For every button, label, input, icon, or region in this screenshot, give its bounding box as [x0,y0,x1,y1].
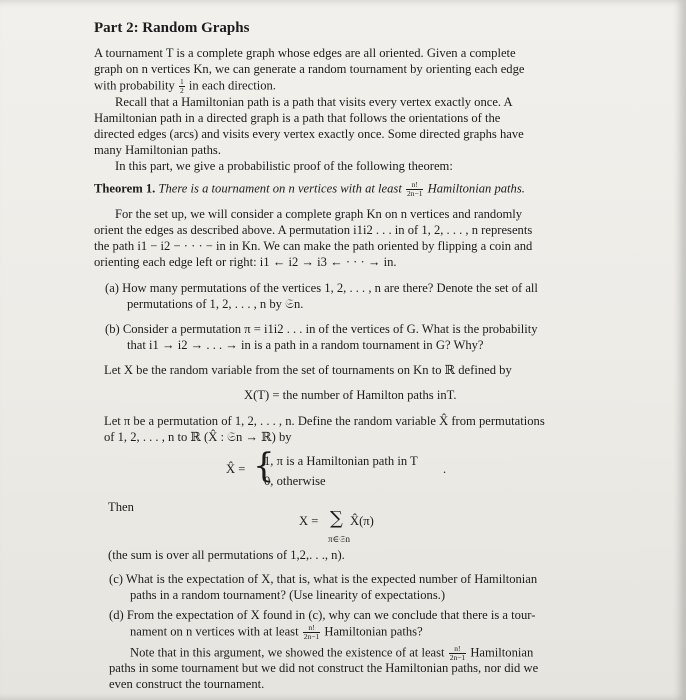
question-c-line-2: paths in a random tournament? (Use linearity of expectations.) [130,588,446,602]
question-d-line-2b: Hamiltonian paths? [324,624,423,639]
question-d-line-2a: nament on n vertices with at least [130,624,299,639]
question-d-line-1: (d) From the expectation of X found in (c), why can we conclude that there is a tour- [109,608,536,622]
then-label: Then [108,500,134,514]
theorem-label: Theorem 1. [94,181,156,196]
note-line-2: paths in some tournament but we did not construct the Hamiltonian paths, nor did we [109,661,539,675]
question-b-line-2: that i1 → i2 → . . . → in is a path in a random tournament in G? Why? [127,338,484,352]
theorem-text-a: There is a tournament on n vertices with at least [158,181,402,196]
theorem-text-b: Hamiltonian paths. [427,181,525,196]
sum-index: π∈𝔖n [328,534,351,544]
question-a-line-2: permutations of 1, 2, . . . , n by 𝔖n. [127,297,304,311]
intro-line-3b: in each direction. [188,78,276,93]
sum-lhs: X = [299,514,319,528]
note-line-1a: Note that in this argument, we showed the existence of at least [130,645,445,660]
setup-line-4: orienting each edge left or right: i1 ← i2 → i3 ← · · · → in. [94,255,397,269]
note-line-1b: Hamiltonian [470,645,534,660]
question-b-line-1: (b) Consider a permutation π = i1i2 . . . in of the vertices of G. What is the probability [105,322,538,336]
recall-line-4: many Hamiltonian paths. [94,143,221,157]
question-a-line-1: (a) How many permutations of the vertices 1, 2, . . . , n are there? Denote the set of all [105,281,538,295]
note-line-3: even construct the tournament. [109,677,265,691]
intro-line-3 [94,78,276,95]
note-line-1 [130,645,533,662]
sum-sigma-icon: ∑ [330,508,343,529]
sum-rhs: X̂(π) [350,514,374,528]
piecewise-brace: { [253,446,275,486]
perm-line-1: Let π be a permutation of 1, 2, . . . , n. Define the random variable X̂ from permutations [104,414,545,428]
sum-note: (the sum is over all permutations of 1,2,. . ., n). [108,548,345,562]
theorem [94,181,525,198]
recall-line-5: In this part, we give a probabilistic proof of the following theorem: [115,159,453,173]
perm-line-2: of 1, 2, . . . , n to ℝ (X̂ : 𝔖n → ℝ) by [104,430,292,444]
piecewise-lhs: X̂ = [226,462,246,476]
recall-line-3: directed edges (arcs) and visits every vertex exactly once. Some directed graphs have [94,127,524,141]
note-fraction: $\frac{n!}{2n-1}$ [449,644,466,662]
section-title: Part 2: Random Graphs [94,20,250,36]
question-d-line-2 [130,624,423,641]
intro-line-3a: with probability [94,78,175,93]
intro-line-1: A tournament T is a complete graph whose edges are all oriented. Given a complete [94,46,516,60]
theorem-fraction: $\frac{n!}{2n-1}$ [406,180,423,198]
piecewise-case-1: 1, π is a Hamiltonian path in T [264,454,418,468]
setup-line-1: For the set up, we will consider a complete graph Kn on n vertices and randomly [115,207,523,221]
question-d-fraction: $\frac{n!}{2n-1}$ [303,623,320,641]
question-c-line-1: (c) What is the expectation of X, that is, what is the expected number of Hamiltonian [109,572,538,586]
setup-line-2: orient the edges as described above. A permutation i1i2 . . . in of 1, 2, . . . , n represents [94,223,533,237]
half-fraction: $\frac{1}{2}$ [179,77,184,95]
piecewise-case-2: 0, otherwise [264,474,326,488]
randvar-line-1: Let X be the random variable from the set of tournaments on Kn to ℝ defined by [104,363,512,377]
recall-line-2: Hamiltonian path in a directed graph is a path that follows the orientations of the [94,111,501,125]
intro-line-2: graph on n vertices Kn, we can generate a random tournament by orienting each edge [94,62,525,76]
randvar-definition: X(T) = the number of Hamilton paths inT. [244,388,457,402]
piecewise-dot: . [443,462,447,476]
recall-line-1: Recall that a Hamiltonian path is a path that visits every vertex exactly once. A [115,95,513,109]
setup-line-3: the path i1 − i2 − · · · − in in Kn. We can make the path oriented by flipping a coin and [94,239,533,253]
